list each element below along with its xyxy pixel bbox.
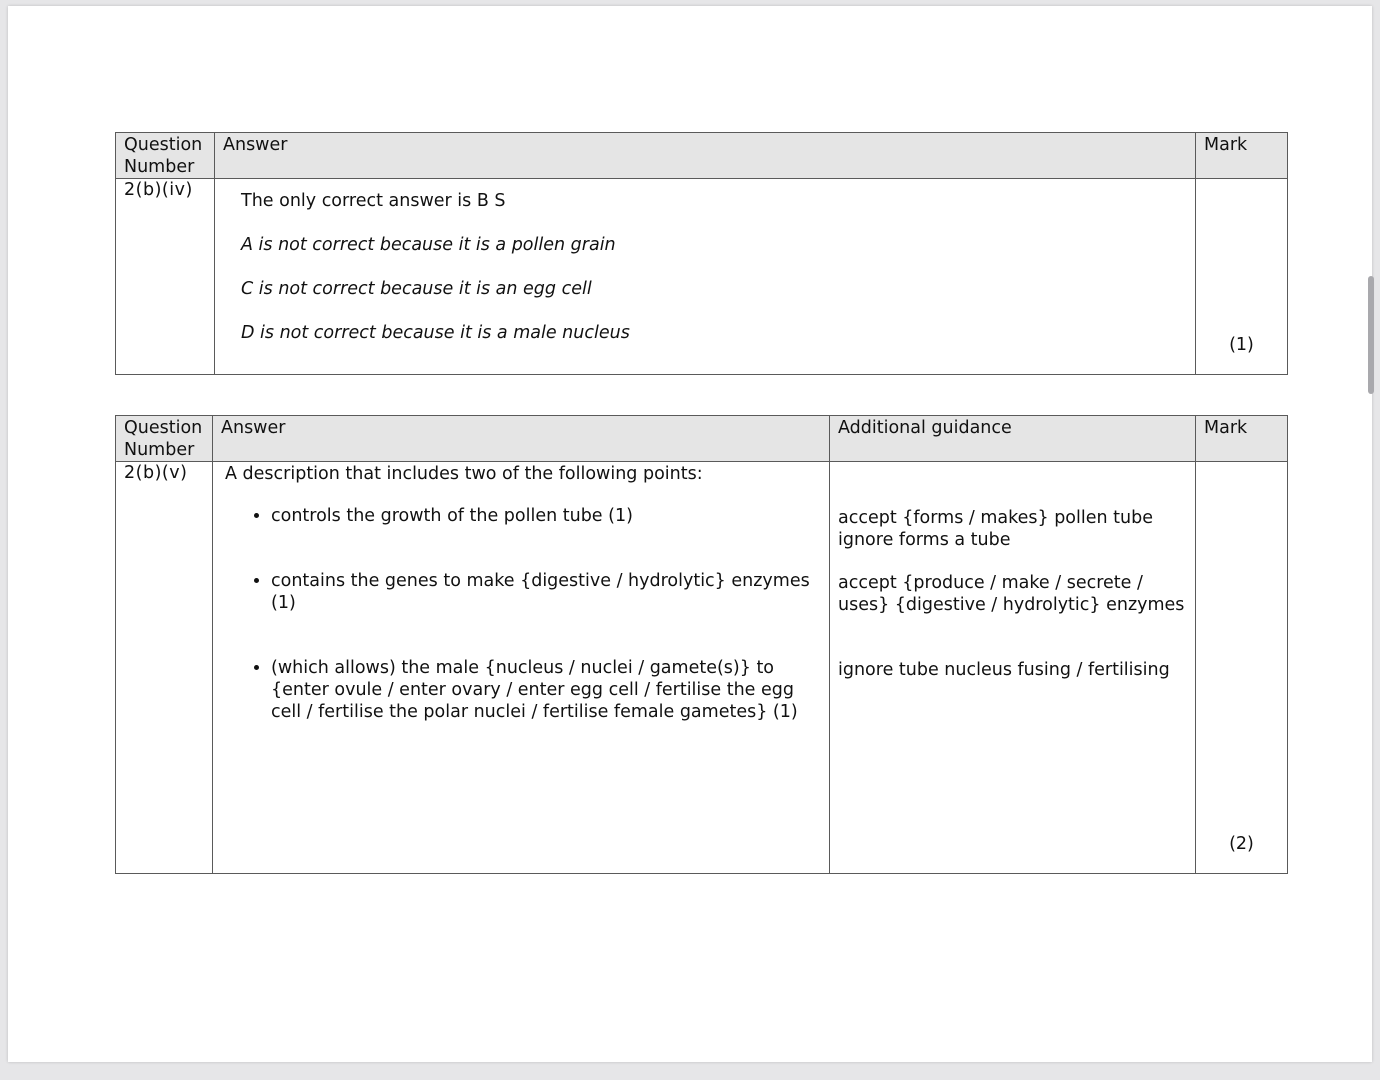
guidance-block (838, 507, 1187, 572)
mark-scheme-table-2b-v (115, 415, 1288, 874)
answer-intro: A description that includes two of the following points: (225, 464, 703, 484)
correct-answer-text: The only correct answer is B S (241, 191, 506, 211)
mark-value: (2) (1196, 462, 1288, 874)
question-number: 2(b)(v) (116, 462, 213, 874)
guidance-line: ignore forms a tube (838, 530, 1011, 550)
table-header-row (116, 416, 1288, 462)
list-item: • controls the growth of the pollen tube (1) (271, 505, 821, 570)
list-item: • contains the genes to make {digestive / hydrolytic} enzymes (1) (271, 570, 821, 657)
guidance-line: accept {forms / makes} pollen tube (838, 508, 1153, 528)
rationale-d: D is not correct because it is a male nucleus (241, 323, 630, 343)
table-header-row (116, 133, 1288, 179)
question-number-header: Question Number (116, 416, 213, 462)
vertical-scrollbar[interactable] (1368, 276, 1374, 394)
mark-value: (1) (1196, 179, 1288, 375)
question-number-header: Question Number (116, 133, 215, 179)
rationale-a: A is not correct because it is a pollen grain (241, 235, 616, 255)
answer-header: Answer (213, 416, 830, 462)
list-item: • (which allows) the male {nucleus / nuclei / gamete(s)} to {enter ovule / enter ovary / enter egg cell / fertilise the egg cell / fertilise the polar nuclei / fertilise female gametes} (1) (271, 657, 821, 723)
answer-header: Answer (215, 133, 1196, 179)
guidance-header: Additional guidance (830, 416, 1196, 462)
answer-points-list (225, 505, 821, 723)
guidance-line: ignore tube nucleus fusing / fertilising (838, 660, 1170, 680)
answer-cell (213, 462, 830, 874)
rationale-c: C is not correct because it is an egg cell (241, 279, 592, 299)
mark-header: Mark (1196, 416, 1288, 462)
guidance-line: accept {produce / make / secrete / uses} {digestive / hydrolytic} enzymes (838, 573, 1185, 615)
table-row (116, 179, 1288, 375)
guidance-block (838, 572, 1187, 659)
guidance-cell (830, 462, 1196, 874)
mark-scheme-table-2b-iv (115, 132, 1288, 375)
table-row (116, 462, 1288, 874)
guidance-block (838, 659, 1187, 681)
document-page (8, 6, 1372, 1062)
question-number: 2(b)(iv) (116, 179, 215, 375)
answer-cell (215, 179, 1196, 375)
mark-header: Mark (1196, 133, 1288, 179)
